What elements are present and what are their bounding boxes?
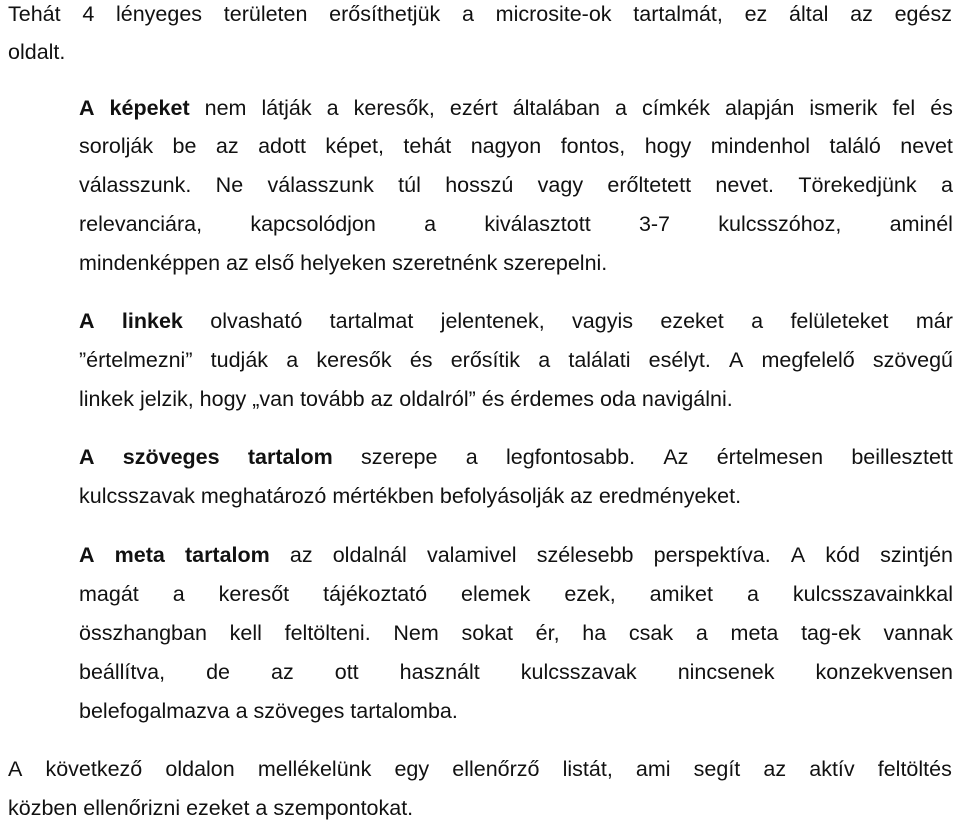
word: A bbox=[8, 757, 23, 781]
word: a bbox=[424, 212, 437, 236]
word: de bbox=[206, 660, 230, 684]
word: kulcsszavainkkal bbox=[792, 582, 953, 606]
word: a bbox=[614, 96, 627, 120]
word: az bbox=[850, 2, 873, 26]
word: erőltetett bbox=[607, 173, 692, 197]
word: a bbox=[940, 173, 953, 197]
meta-line-5: belefogalmazva a szöveges tartalomba. bbox=[79, 699, 458, 723]
word: szélesebb bbox=[536, 543, 634, 567]
word: nevet. bbox=[715, 173, 774, 197]
word: megfelelő bbox=[761, 348, 855, 372]
word: kiválasztott bbox=[484, 212, 591, 236]
word: tag-ek bbox=[801, 621, 861, 645]
word: keresők bbox=[316, 348, 392, 372]
word: szöveges bbox=[122, 445, 220, 469]
word: ez bbox=[744, 2, 768, 26]
word: címkék bbox=[641, 96, 711, 120]
text-content-line-2: kulcsszavak meghatározó mértékben befolyásolják az eredményeket. bbox=[79, 484, 742, 508]
word: általában bbox=[512, 96, 600, 120]
word: az bbox=[271, 660, 294, 684]
word: egész bbox=[894, 2, 952, 26]
word: szövegű bbox=[872, 348, 953, 372]
word: meta bbox=[114, 543, 165, 567]
images-line-4 bbox=[79, 214, 953, 236]
word: vagyis bbox=[572, 309, 633, 333]
word: nevet bbox=[900, 134, 953, 158]
word: csak bbox=[628, 621, 674, 645]
word: túl bbox=[398, 173, 421, 197]
word: ér, bbox=[535, 621, 560, 645]
word: ezért bbox=[449, 96, 498, 120]
word: ezek, bbox=[564, 582, 616, 606]
word: tartalom bbox=[247, 445, 333, 469]
word: a bbox=[751, 309, 764, 333]
word: vagy bbox=[537, 173, 584, 197]
word: listát, bbox=[562, 757, 613, 781]
word: egy bbox=[394, 757, 430, 781]
links-line-1 bbox=[79, 311, 953, 333]
word: fel bbox=[892, 96, 916, 120]
word: sorolják bbox=[79, 134, 154, 158]
word: szerepe bbox=[360, 445, 438, 469]
word: válasszunk. bbox=[79, 173, 192, 197]
word: microsite-ok bbox=[495, 2, 612, 26]
images-line-2 bbox=[79, 136, 953, 158]
word: látják bbox=[261, 96, 312, 120]
word: következő bbox=[45, 757, 143, 781]
meta-line-3 bbox=[79, 623, 953, 645]
word: mindenhol bbox=[710, 134, 810, 158]
meta-line-4 bbox=[79, 662, 953, 684]
word: aminél bbox=[889, 212, 953, 236]
word: sokat bbox=[461, 621, 513, 645]
word: tájékoztató bbox=[323, 582, 428, 606]
intro-line-2: oldalt. bbox=[8, 40, 66, 64]
word: keresők, bbox=[353, 96, 435, 120]
word: A bbox=[79, 96, 95, 120]
word: tehát bbox=[403, 134, 452, 158]
word: hosszú bbox=[445, 173, 514, 197]
word: kulcsszavak bbox=[520, 660, 637, 684]
word: képet, bbox=[325, 134, 384, 158]
word: már bbox=[915, 309, 953, 333]
word: összhangban bbox=[79, 621, 207, 645]
word: a bbox=[172, 582, 185, 606]
word: képeket bbox=[109, 96, 190, 120]
images-line-3 bbox=[79, 175, 953, 197]
word: ezeket bbox=[660, 309, 724, 333]
word: kulcsszóhoz, bbox=[718, 212, 842, 236]
word: erősíthetjük bbox=[329, 2, 441, 26]
word: nagyon bbox=[470, 134, 542, 158]
word: az bbox=[763, 757, 787, 781]
word: mellékelünk bbox=[257, 757, 372, 781]
meta-line-1 bbox=[79, 545, 953, 567]
word: erősítik bbox=[450, 348, 521, 372]
links-line-3: linkek jelzik, hogy „van tovább az oldalról” és érdemes oda navigálni. bbox=[79, 387, 733, 411]
word: Nem bbox=[393, 621, 439, 645]
word: az bbox=[215, 134, 239, 158]
word: jelentenek, bbox=[440, 309, 545, 333]
outro-line-2: közben ellenőrizni ezeket a szempontokat. bbox=[8, 796, 414, 820]
word: feltöltés bbox=[877, 757, 952, 781]
word: konzekvensen bbox=[815, 660, 953, 684]
word: a bbox=[326, 96, 339, 120]
word: ellenőrző bbox=[452, 757, 540, 781]
word: tartalmat bbox=[329, 309, 414, 333]
word: A bbox=[79, 309, 95, 333]
word: legfontosabb. bbox=[505, 445, 636, 469]
word: meta bbox=[730, 621, 779, 645]
word: A bbox=[79, 543, 95, 567]
word: relevanciára, bbox=[79, 212, 203, 236]
word: találati bbox=[568, 348, 631, 372]
word: A bbox=[79, 445, 95, 469]
word: adott bbox=[258, 134, 306, 158]
word: elemek bbox=[461, 582, 531, 606]
word: fontos, bbox=[560, 134, 626, 158]
word: oldalon bbox=[165, 757, 235, 781]
word: olvasható bbox=[210, 309, 303, 333]
word: linkek bbox=[121, 309, 183, 333]
word: használt bbox=[399, 660, 480, 684]
word: kapcsolódjon bbox=[250, 212, 376, 236]
images-line-5: mindenképpen az első helyeken szeretnénk szerepelni. bbox=[79, 251, 608, 275]
word: válasszunk bbox=[267, 173, 374, 197]
word: ismerik bbox=[809, 96, 878, 120]
word: alapján bbox=[725, 96, 795, 120]
word: tudják bbox=[210, 348, 269, 372]
word: oldalnál bbox=[332, 543, 407, 567]
word: szintjén bbox=[880, 543, 953, 567]
word: által bbox=[789, 2, 829, 26]
word: tartalmát, bbox=[633, 2, 723, 26]
word: feltölteni. bbox=[284, 621, 371, 645]
text-content-line-1 bbox=[79, 447, 953, 469]
word: találó bbox=[829, 134, 881, 158]
word: területen bbox=[223, 2, 308, 26]
word: segít bbox=[693, 757, 741, 781]
word: ”értelmezni” bbox=[79, 348, 193, 372]
word: Tehát bbox=[8, 2, 61, 26]
word: felületeket bbox=[790, 309, 889, 333]
intro-line-1 bbox=[8, 4, 952, 26]
images-line-1 bbox=[79, 98, 953, 120]
word: ott bbox=[334, 660, 359, 684]
word: magát bbox=[79, 582, 139, 606]
word: a bbox=[462, 2, 474, 26]
outro-line-1 bbox=[8, 759, 952, 781]
word: Törekedjünk bbox=[798, 173, 917, 197]
word: hogy bbox=[644, 134, 692, 158]
word: a bbox=[746, 582, 759, 606]
word: a bbox=[538, 348, 551, 372]
word: vannak bbox=[883, 621, 953, 645]
meta-line-2 bbox=[79, 584, 953, 606]
word: és bbox=[409, 348, 433, 372]
word: és bbox=[930, 96, 953, 120]
word: esélyt. bbox=[648, 348, 711, 372]
word: aktív bbox=[809, 757, 855, 781]
word: 4 bbox=[82, 2, 95, 26]
word: a bbox=[465, 445, 478, 469]
word: Az bbox=[663, 445, 689, 469]
word: ami bbox=[635, 757, 671, 781]
word: kód bbox=[825, 543, 860, 567]
links-line-2 bbox=[79, 350, 953, 372]
word: nem bbox=[204, 96, 247, 120]
word: a bbox=[286, 348, 299, 372]
word: A bbox=[728, 348, 744, 372]
word: be bbox=[172, 134, 197, 158]
word: tartalom bbox=[184, 543, 270, 567]
word: ha bbox=[582, 621, 607, 645]
word: valamivel bbox=[426, 543, 517, 567]
word: keresőt bbox=[218, 582, 290, 606]
word: kell bbox=[229, 621, 262, 645]
word: nincsenek bbox=[677, 660, 775, 684]
word: az bbox=[289, 543, 313, 567]
word: a bbox=[695, 621, 708, 645]
word: értelmesen bbox=[716, 445, 824, 469]
word: A bbox=[790, 543, 806, 567]
word: perspektíva. bbox=[653, 543, 771, 567]
word: lényeges bbox=[115, 2, 203, 26]
word: 3-7 bbox=[638, 212, 671, 236]
word: beillesztett bbox=[851, 445, 953, 469]
word: Ne bbox=[215, 173, 244, 197]
word: amiket bbox=[649, 582, 713, 606]
word: beállítva, bbox=[79, 660, 166, 684]
